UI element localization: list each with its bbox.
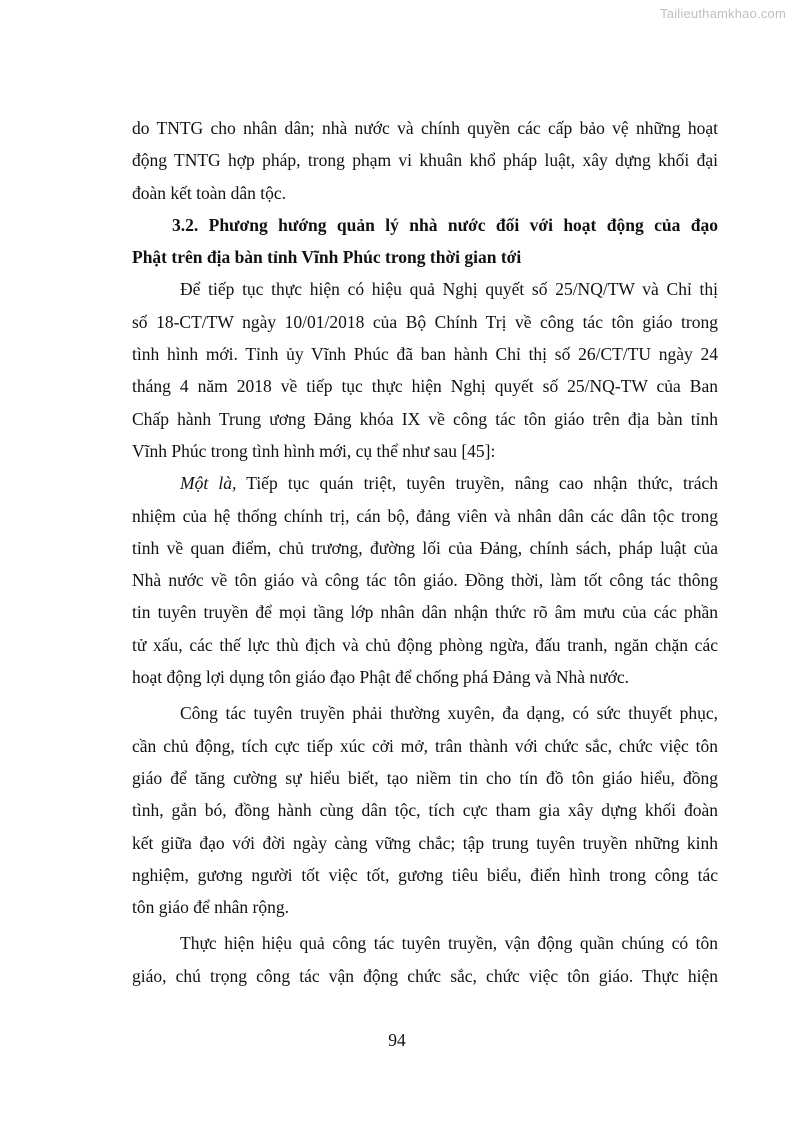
text-line: Nhà nước về tôn giáo và công tác tôn giáo. Đồng thời, làm tốt công tác thông [132,570,718,591]
text-line: giáo, chú trọng công tác vận động chức sắc, chức việc tôn giáo. Thực hiện [132,965,718,986]
text-line: tình hình mới. Tỉnh ủy Vĩnh Phúc đã ban hành Chỉ thị số 26/CT/TU ngày 24 [132,344,718,365]
text-line: tình, gắn bó, đồng hành cùng dân tộc, tích cực tham gia xây dựng khối đoàn [132,800,718,821]
text-line: số 18-CT/TW ngày 10/01/2018 của Bộ Chính Trị về công tác tôn giáo trong [132,311,718,332]
text-line: tin tuyên truyền để mọi tầng lớp nhân dân nhận thức rõ âm mưu của các phần [132,602,718,623]
text-line: nghiệm, gương người tốt việc tốt, gương tiêu biểu, điển hình trong công tác [132,864,718,885]
text-line: động TNTG hợp pháp, trong phạm vi khuân khổ pháp luật, xây dựng khối đại [132,150,718,171]
text-line: Vĩnh Phúc trong tình hình mới, cụ thể như sau [45]: [132,440,496,461]
text-line: cần chủ động, tích cực tiếp xúc cởi mở, trân thành với chức sắc, chức việc tôn [132,735,718,756]
text-line: do TNTG cho nhân dân; nhà nước và chính quyền các cấp bảo vệ những hoạt [132,118,718,138]
text-line: nhiệm của hệ thống chính trị, cán bộ, đảng viên và nhân dân các dân tộc trong [132,505,718,526]
text-fragment: Tiếp tục quán triệt, tuyên truyền, nâng cao nhận thức, trách [236,473,718,494]
text-line [132,467,718,499]
heading-line: 3.2. Phương hướng quản lý nhà nước đối với hoạt động của đạo [172,214,718,235]
page-number: 94 [388,1030,406,1050]
paragraph-first-point [132,467,718,693]
paragraph-resolution [132,273,718,467]
text-line: tỉnh về quan điểm, chủ trương, đường lối của Đảng, chính sách, pháp luật của [132,537,718,558]
text-line: hoạt động lợi dụng tôn giáo đạo Phật để chống phá Đảng và Nhà nước. [132,667,629,688]
italic-lead: Một là, [180,473,237,494]
text-line: tử xấu, các thế lực thù địch và chủ động phòng ngừa, đấu tranh, ngăn chặn các [132,634,718,655]
text-line: tôn giáo để nhân rộng. [132,897,289,918]
text-line: tháng 4 năm 2018 về tiếp tục thực hiện Nghị quyết số 25/NQ-TW của Ban [132,376,718,397]
paragraph-intro [132,112,718,209]
document-body [132,112,718,992]
text-line: đoàn kết toàn dân tộc. [132,182,287,203]
section-heading [132,209,718,274]
text-line: kết giữa đạo với đời ngày càng vững chắc; tập trung tuyên truyền những kinh [132,832,718,853]
paragraph-propaganda [132,697,718,923]
text-line: Để tiếp tục thực hiện có hiệu quả Nghị quyết số 25/NQ/TW và Chỉ thị [180,279,718,300]
heading-line: Phật trên địa bàn tỉnh Vĩnh Phúc trong thời gian tới [132,247,522,268]
text-line: giáo để tăng cường sự hiểu biết, tạo niềm tin cho tín đồ tôn giáo hiểu, đồng [132,767,718,788]
text-line: Chấp hành Trung ương Đảng khóa IX về công tác tôn giáo trên địa bàn tỉnh [132,408,718,429]
text-line: Công tác tuyên truyền phải thường xuyên, đa dạng, có sức thuyết phục, [180,703,718,724]
text-line: Thực hiện hiệu quả công tác tuyên truyền, vận động quần chúng có tôn [180,933,718,954]
watermark: Tailieuthamkhao.com [660,6,786,21]
paragraph-implementation [132,927,718,992]
